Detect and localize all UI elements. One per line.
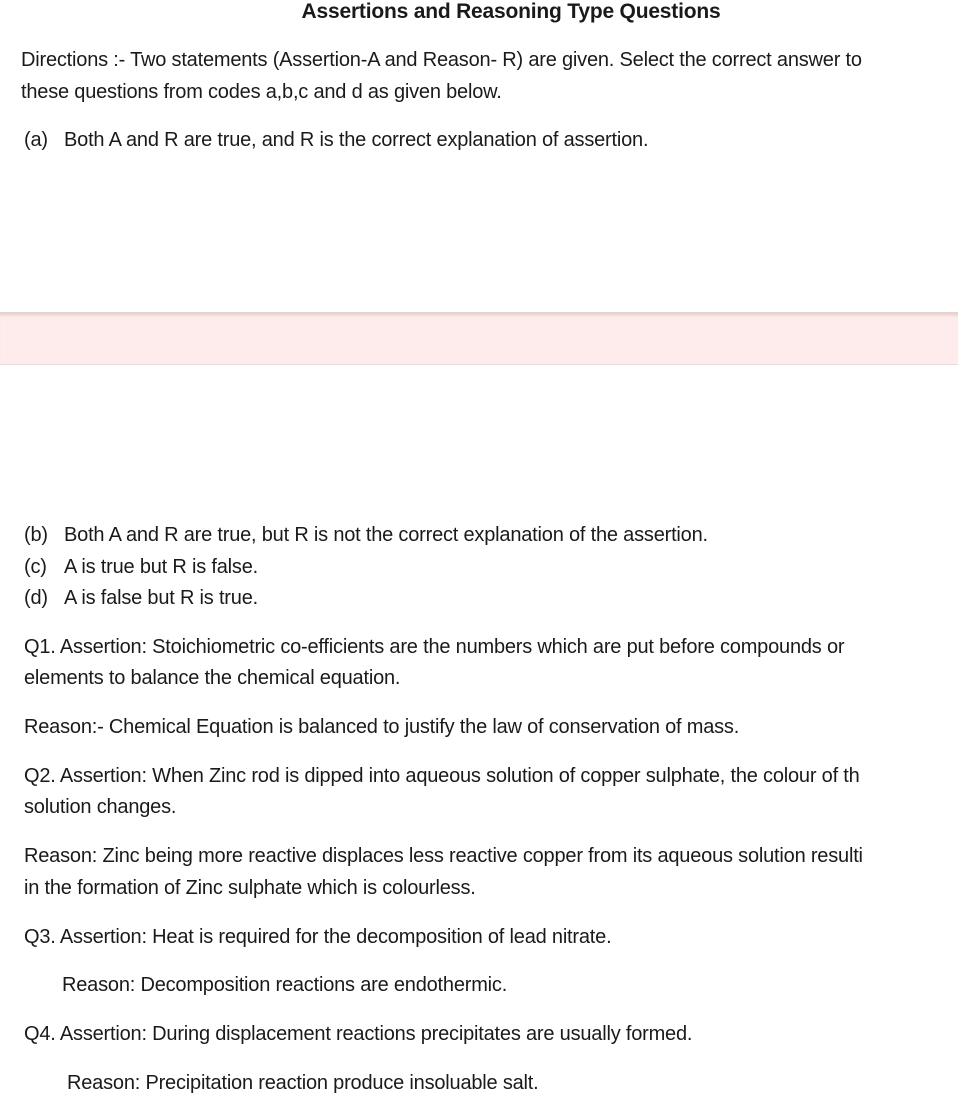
directions-line-2: these questions from codes a,b,c and d as given below.: [21, 81, 502, 103]
q1-assertion-line-2: elements to balance the chemical equation.: [24, 667, 401, 689]
option-d-label: (d): [24, 587, 48, 609]
option-a: [24, 128, 648, 152]
q2-reason-line-2: in the formation of Zinc sulphate which is colourless.: [24, 877, 476, 899]
option-d-text: A is false but R is true.: [64, 587, 258, 609]
option-b-label: (b): [24, 524, 48, 546]
page-title: Assertions and Reasoning Type Questions: [301, 0, 721, 23]
option-b-text: Both A and R are true, but R is not the correct explanation of the assertion.: [64, 524, 708, 546]
option-c-label: (c): [24, 556, 47, 578]
q4-reason-line-1: Reason: Precipitation reaction produce insoluable salt.: [67, 1072, 539, 1094]
option-a-text: Both A and R are true, and R is the correct explanation of assertion.: [64, 129, 649, 151]
q3-reason-line-1: Reason: Decomposition reactions are endothermic.: [62, 974, 508, 996]
option-c: [24, 555, 258, 579]
q2-assertion-line-1: Q2. Assertion: When Zinc rod is dipped into aqueous solution of copper sulphate, the colour of th: [24, 765, 860, 787]
page-break-band: [0, 312, 958, 365]
q2-reason-line-1: Reason: Zinc being more reactive displaces less reactive copper from its aqueous solution resulti: [24, 845, 863, 867]
q4-assertion-line-1: Q4. Assertion: During displacement reactions precipitates are usually formed.: [24, 1023, 693, 1045]
option-a-label: (a): [24, 129, 48, 151]
option-b: [24, 523, 708, 547]
directions-line-1: Directions :- Two statements (Assertion-A and Reason- R) are given. Select the correct answer to: [21, 49, 862, 71]
option-d: [24, 586, 258, 610]
q3-assertion-line-1: Q3. Assertion: Heat is required for the decomposition of lead nitrate.: [24, 926, 612, 948]
q2-assertion-line-2: solution changes.: [24, 796, 177, 818]
q1-reason-line-1: Reason:- Chemical Equation is balanced to justify the law of conservation of mass.: [24, 716, 740, 738]
q1-assertion-line-1: Q1. Assertion: Stoichiometric co-efficients are the numbers which are put before compounds or: [24, 636, 845, 658]
option-c-text: A is true but R is false.: [64, 556, 258, 578]
